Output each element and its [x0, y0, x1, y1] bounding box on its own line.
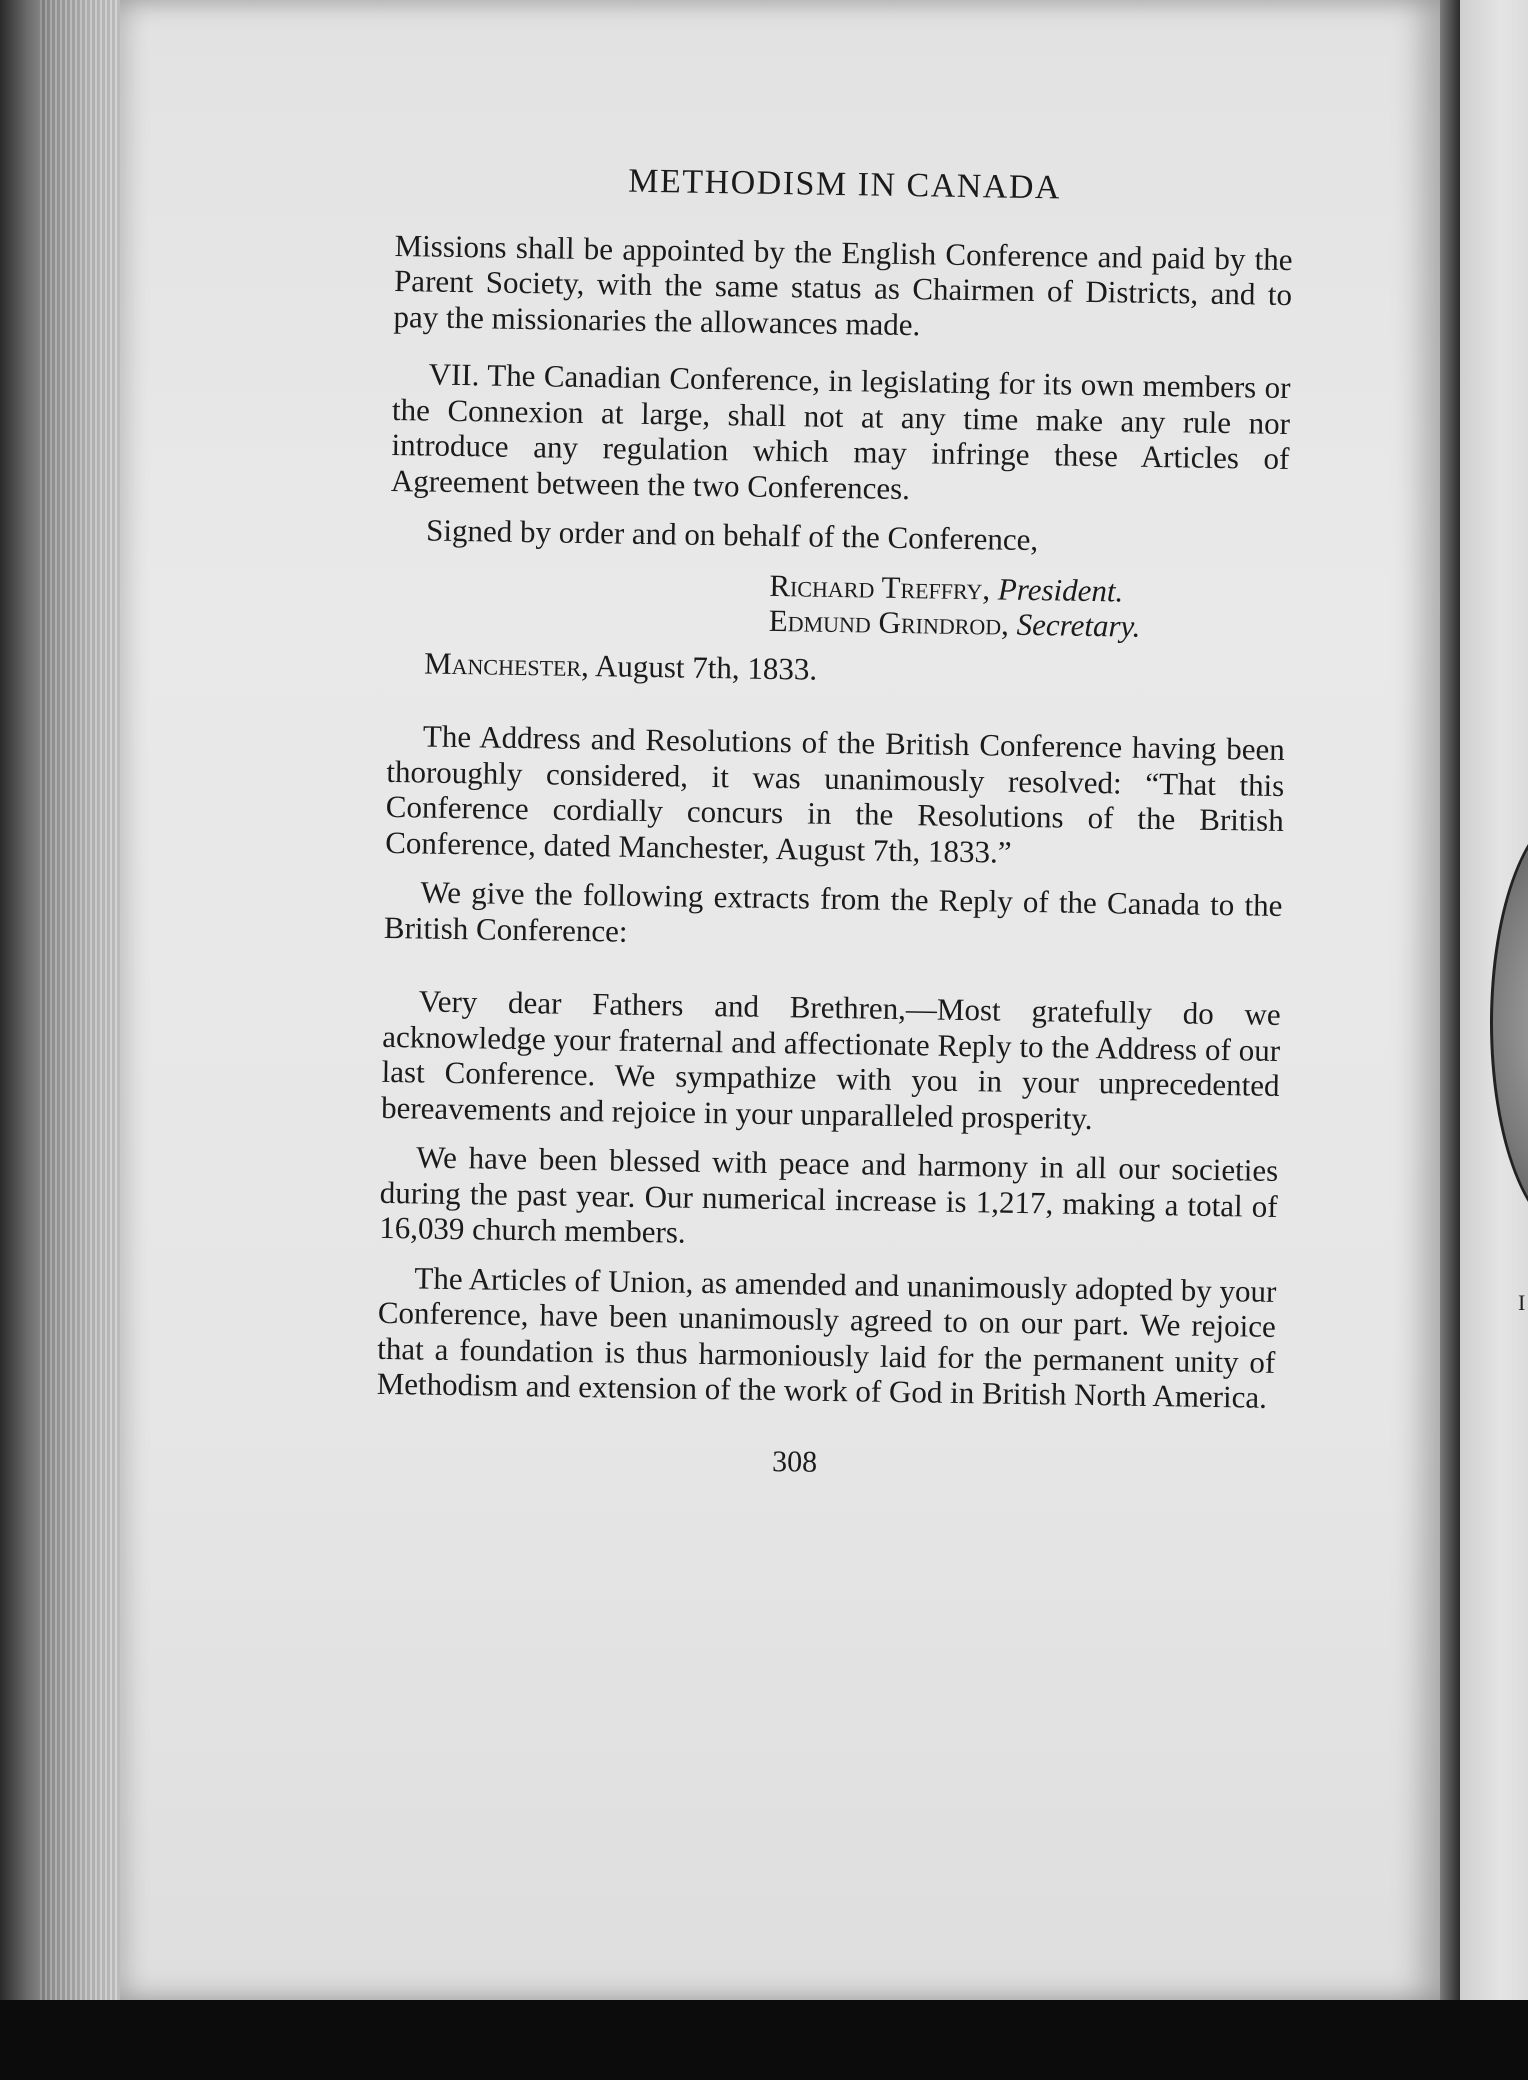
paragraph-article-vii: VII. The Canadian Conference, in legislating for its own members or the Connexion at large, shall not at any time make any rule nor introduce any regulation which may infringe these Articles of Agreement between the two Conferences.: [390, 356, 1291, 506]
place: Manchester,: [423, 645, 590, 683]
signature-title: Secretary.: [1016, 606, 1141, 644]
facing-page-caption: I: [1518, 1290, 1526, 1315]
paragraph-signed: Signed by order and on behalf of the Conference,: [425, 512, 1039, 558]
signature-name: Edmund Grindrod,: [768, 602, 1010, 642]
paragraph-articles-of-union: The Articles of Union, as amended and unanimously adopted by your Conference, have been unanimously agreed to on our part. We rejoice that a foundation is thus harmoniously laid for the permanent unity of Methodism and extension of the work of God in British North America.: [376, 1259, 1277, 1415]
paragraph-peace-harmony: We have been blessed with peace and harmony in all our societies during the past year. Our numerical increase is 1,217, making a total of 16,039 church members.: [378, 1139, 1279, 1250]
paragraph-address-resolutions: The Address and Resolutions of the British Conference having been thoroughly considered, it was unanimously resolved: “That this Conference cordially concurs in the Resolutions of the British Conference, dated Manchester, August 7th, 1833.”: [385, 718, 1286, 870]
page-text: [375, 160, 1294, 1487]
place-date: [388, 644, 1286, 694]
paragraph-missions: Missions shall be appointed by the English Conference and paid by the Parent Society, with the same status as Chairmen of Districts, and to pay the missionaries the allowances made.: [393, 227, 1293, 342]
bottom-shadow: [0, 2000, 1528, 2080]
running-head: METHODISM IN CANADA: [628, 162, 1062, 207]
signature-title: President.: [997, 571, 1124, 608]
paragraph-extracts: We give the following extracts from the Reply of the Canada to the British Conference:: [383, 874, 1283, 949]
signature-name: Richard Treffry,: [769, 567, 991, 606]
page-number: 308: [771, 1444, 818, 1479]
paragraph-dear-fathers: Very dear Fathers and Brethren,—Most gratefully do we acknowledge your fraternal and affectionate Reply to the Address of our last Conference. We sympathize with you in your unprecedented bereavements and rejoice in your unparalleled prosperity.: [380, 983, 1281, 1136]
date: August 7th, 1833.: [594, 647, 818, 687]
book-gutter: [1440, 0, 1460, 2000]
